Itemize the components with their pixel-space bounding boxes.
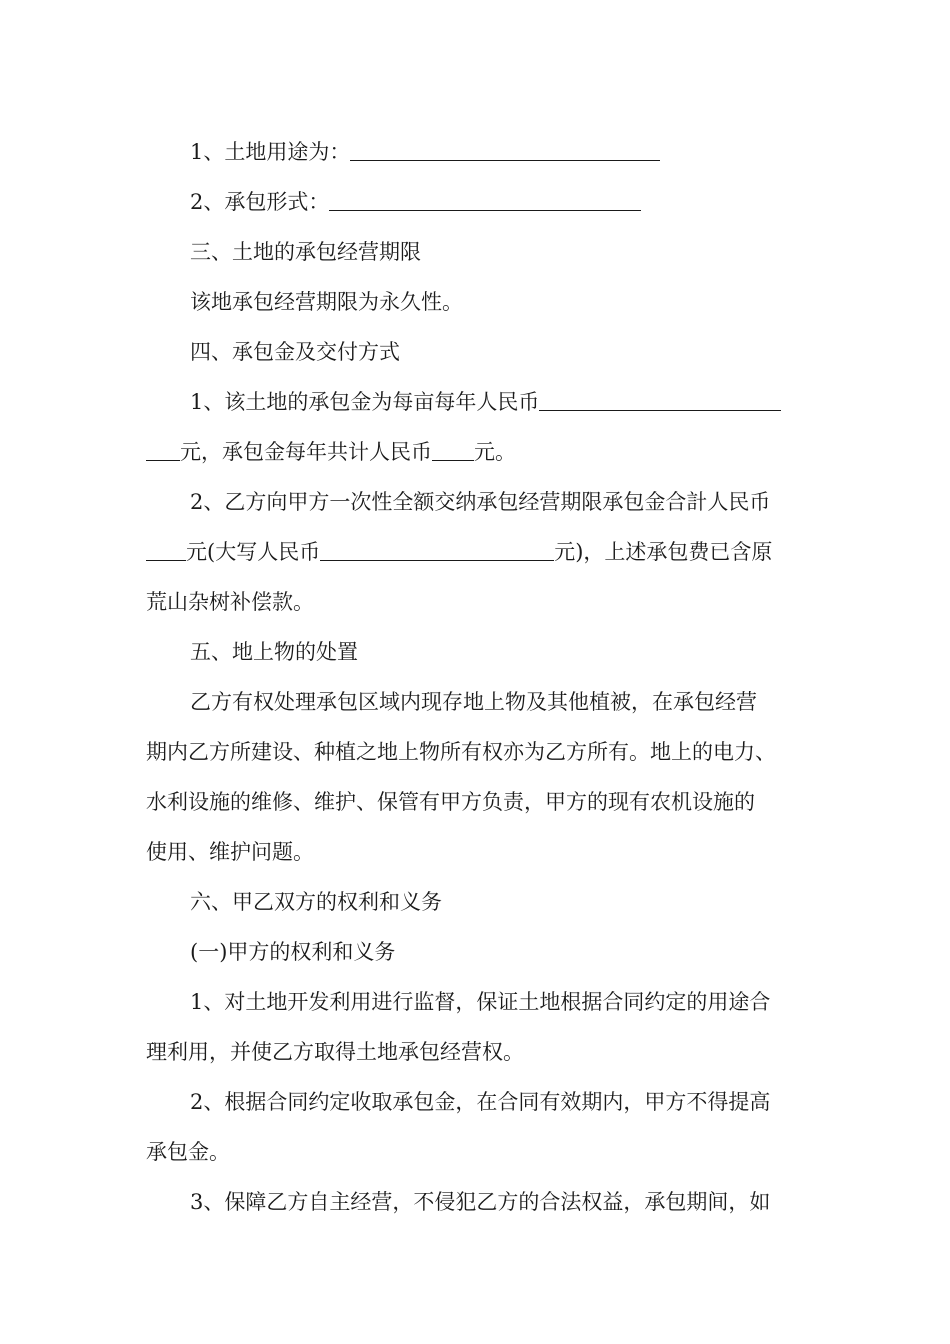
payment-clause-1-label: 1、该土地的承包金为每亩每年人民币 [190, 390, 540, 414]
lump-sum-blank[interactable] [146, 536, 186, 561]
per-mu-yuan-blank[interactable] [146, 436, 180, 461]
ground-objects-text-4: 使用、维护问题。 [146, 840, 314, 864]
payment-clause-2-end: 荒山杂树补偿款。 [146, 590, 314, 614]
ground-objects-text-3: 水利设施的维修、维护、保管有甲方负责，甲方的现有农机设施的 [146, 790, 755, 814]
party-a-clause-3: 3、保障乙方自主经营，不侵犯乙方的合法权益，承包期间，如 [190, 1190, 771, 1214]
term-text: 该地承包经营期限为永久性。 [190, 290, 463, 314]
lump-sum-note: 元)，上述承包费已含原 [554, 540, 773, 564]
payment-clause-1 [0, 384, 950, 420]
payment-clause-1-cont [0, 434, 950, 470]
party-a-clause-1-cont: 理利用，并使乙方取得土地承包经营权。 [146, 1040, 524, 1064]
party-a-clause-1: 1、对土地开发利用进行监督，保证土地根据合同约定的用途合 [190, 990, 771, 1014]
land-use-label: 1、土地用途为： [190, 140, 351, 164]
party-a-clause-2-cont: 承包金。 [146, 1140, 230, 1164]
contract-form-label: 2、承包形式： [190, 190, 330, 214]
clause-land-use [0, 134, 950, 170]
contract-form-blank[interactable] [329, 186, 641, 211]
subheading-party-a: (一)甲方的权利和义务 [190, 940, 396, 964]
ground-objects-text-1: 乙方有权处理承包区域内现存地上物及其他植被，在承包经营 [190, 690, 757, 714]
section-heading-rights: 六、甲乙双方的权利和义务 [190, 890, 442, 914]
annual-total-unit: 元。 [474, 440, 516, 464]
lump-sum-capital-label: 元(大写人民币 [186, 540, 321, 564]
ground-objects-text-2: 期内乙方所建设、种植之地上物所有权亦为乙方所有。地上的电力、 [146, 740, 776, 764]
clause-contract-form [0, 184, 950, 220]
section-heading-payment: 四、承包金及交付方式 [190, 340, 400, 364]
lump-sum-capital-blank[interactable] [320, 536, 554, 561]
payment-clause-2: 2、乙方向甲方一次性全额交纳承包经营期限承包金合計人民币 [190, 490, 771, 514]
payment-clause-2-cont [0, 534, 950, 570]
per-mu-amount-blank[interactable] [539, 386, 781, 411]
section-heading-ground-objects: 五、地上物的处置 [190, 640, 358, 664]
annual-total-label: 元，承包金每年共计人民币 [180, 440, 432, 464]
annual-total-blank[interactable] [432, 436, 474, 461]
land-use-blank[interactable] [350, 136, 660, 161]
party-a-clause-2: 2、根据合同约定收取承包金，在合同有效期内，甲方不得提高 [190, 1090, 771, 1114]
section-heading-term: 三、土地的承包经营期限 [190, 240, 421, 264]
